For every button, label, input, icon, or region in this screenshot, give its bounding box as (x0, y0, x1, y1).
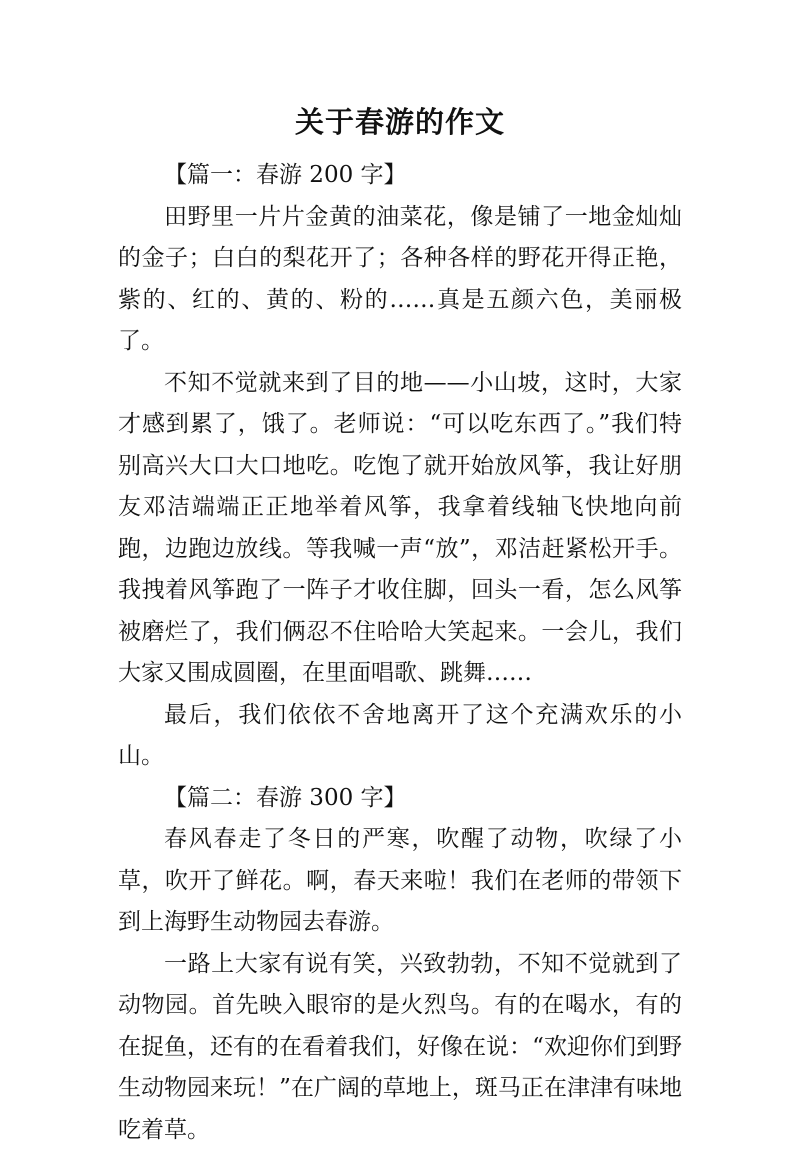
document-body (118, 155, 682, 1151)
paragraph: 不知不觉就来到了目的地——小山坡，这时，大家才感到累了，饿了。老师说：“可以吃东西了。”我们特别高兴大口大口地吃。吃饱了就开始放风筝，我让好朋友邓洁端端正正地举着风筝，我拿着线轴飞快地向前跑，边跑边放线。等我喊一声“放”，邓洁赶紧松开手。我拽着风筝跑了一阵子才收住脚，回头一看，怎么风筝被磨烂了，我们俩忍不住哈哈大笑起来。一会儿，我们大家又围成圆圈，在里面唱歌、跳舞…… (118, 363, 682, 695)
page-title: 关于春游的作文 (0, 100, 800, 141)
paragraph: 田野里一片片金黄的油菜花，像是铺了一地金灿灿的金子；白白的梨花开了；各种各样的野花开得正艳，紫的、红的、黄的、粉的……真是五颜六色，美丽极了。 (118, 197, 682, 363)
paragraph: 一路上大家有说有笑，兴致勃勃，不知不觉就到了动物园。首先映入眼帘的是火烈鸟。有的在喝水，有的在捉鱼，还有的在看着我们，好像在说：“欢迎你们到野生动物园来玩！”在广阔的草地上，斑马正在津津有味地吃着草。 (118, 944, 682, 1151)
section-heading: 【篇一：春游 200 字】 (118, 155, 682, 197)
paragraph: 春风春走了冬日的严寒，吹醒了动物，吹绿了小草，吹开了鲜花。啊，春天来啦！我们在老师的带领下到上海野生动物园去春游。 (118, 819, 682, 944)
section-heading: 【篇二：春游 300 字】 (118, 778, 682, 820)
paragraph: 最后，我们依依不舍地离开了这个充满欢乐的小山。 (118, 695, 682, 778)
